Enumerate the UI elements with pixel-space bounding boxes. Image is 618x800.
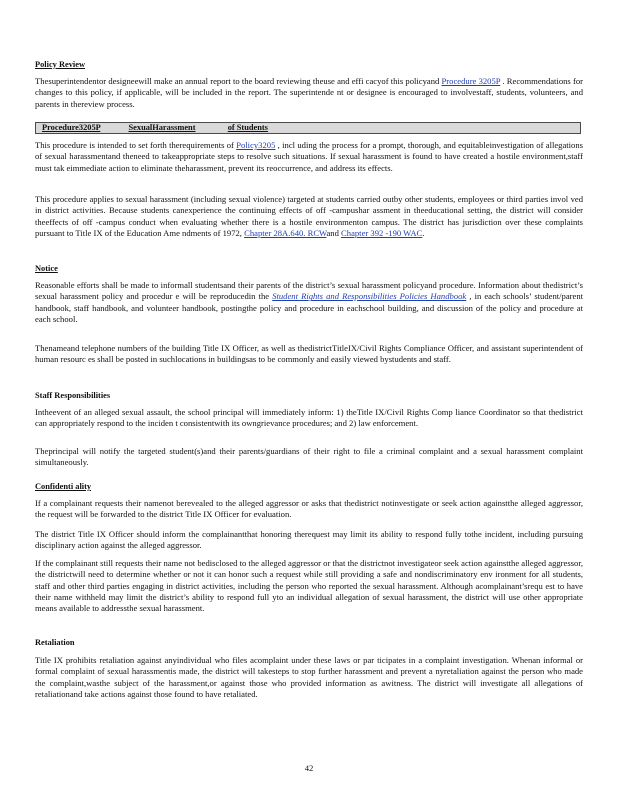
confidentiality-heading: Confidenti ality [35,482,92,491]
banner-title: SexualHarassment [128,123,196,132]
procedure-p2-start: This procedure applies to sexual harassment (including sexual violence) targeted at students carried outby other students, employees or third parties invol ved in district activities. Because students canexperience the continuing effects of off -campushar assment in theeducational setting, the district will consider theeffects of off -campus conduct when evaluating whether there is a hostile environmenton campus. The district has jurisdiction over these complaints pursuant to Title IX of the Education Ame ndments of 1972, [35,194,583,238]
policy-3205-link[interactable]: Policy3205 [236,140,276,150]
confidentiality-paragraph-1: If a complainant requests their namenot berevealed to the alleged aggressor or asks that thedistrict notinvestigate or seek action againstthe alleged aggressor, the request will be forwarded to the district Title IX Officer for evaluation. [35,498,583,520]
notice-paragraph-1 [35,280,583,325]
procedure-p1-start: This procedure is intended to set forth therequirements of [35,140,237,150]
notice-p1-start: Reasonable efforts shall be made to informall studentsand their parents of the district’s sexual harassment policyand procedure. Information about thedistrict’s sexual harassment policy and procedur e will be reproducedin the [35,280,583,302]
confidentiality-paragraph-2: The district Title IX Officer should inform the complainantthat honoring therequest may limit its ability to respond fully tothe incident, including pursuing disciplinary action against the alleged aggressor. [35,529,583,551]
confidentiality-paragraph-3: If the complainant still requests their name not bedisclosed to the alleged aggressor or that the districtnot investigateor seek action againstthe alleged aggressor, the districtwill need to determine whether or not it can honor such a request while still providing a safe and nondiscriminatory env ironment for all students, staff and other third parties engaging in district activities, including the person who reported the sexual harassment. Although acomplainant’srequ est to have their name withheld may limit the district’s ability to respond full yto an individual allegation of sexual harassment, the district will use other appropriate means available to addressthe sexual harassment. [35,558,583,614]
procedure-p2-end: . [422,227,425,238]
rcw-chapter-link[interactable]: Chapter 28A.640. RCW [244,227,327,238]
procedure-p1-end: , incl uding the process for a prompt, thorough, and equitableinvestigation of allegations of sexual harassmentand theneed to takeappropriate steps to resolve such situations. If sexual harassment is found to have created a hostile environment,staff must tak eimmediate action to eliminate theharassment, prevent its reoccurrence, and address its effects. [35,140,583,173]
policy-review-text-start: Thesuperintendentor designeewill make an annual report to the board reviewing theuse and effi cacyof this policyand [35,76,442,86]
student-handbook-link[interactable]: Student Rights and Responsibilities Policies Handbook [272,291,467,302]
banner-procedure-number: Procedure3205P [42,123,101,132]
staff-responsibilities-heading: Staff Responsibilities [35,391,111,400]
policy-review-paragraph [35,76,583,110]
notice-paragraph-2: Thenameand telephone numbers of the building Title IX Officer, as well as thedistrictTitleIX/Civil Rights Compliance Officer, and assistant superintendent of human resourc es shall be posted in suchlocations in buildingsas to be commonly and easily viewed bystudents and staff. [35,343,583,365]
page-number: 42 [304,763,314,773]
banner-subtitle: of Students [227,123,268,132]
retaliation-heading: Retaliation [35,638,75,647]
staff-paragraph-1: Intheevent of an alleged sexual assault, the school principal will immediately inform: 1) theTitle IX/Civil Rights Comp liance Coordinator so that thedistrict can appropriately respond to the inciden t consistentwith its owngrievance procedures; and 2) law enforcement. [35,407,583,429]
policy-review-heading: Policy Review [35,60,86,69]
procedure-3205p-link[interactable]: Procedure 3205P [441,76,501,86]
wac-chapter-link[interactable]: Chapter 392 -190 WAC [341,227,423,238]
procedure-paragraph-1 [35,140,583,174]
retaliation-paragraph: Title IX prohibits retaliation against anyindividual who files acomplaint under these laws or par ticipates in a complaint investigation. Whenan informal or formal complaint of sexual harassmentis made, the district will takesteps to stop further harassment and prevent a nyretaliation against the person who made the complaint,wasthe subject of the harassment,or against those who provided information as awitness. The district will investigate all allegations of retaliationand take actions against those found to have retaliated. [35,655,583,699]
notice-p1-end: , in each schools’ student/parent handbook, staff handbook, and volunteer handbook, postingthe policy and procedure in eachschool building, and discussion of the policy and procedure at each school. [35,291,583,324]
staff-paragraph-2: Theprincipal will notify the targeted student(s)and their parents/guardians of their right to file a criminal complaint and a sexual harassment complaint simultaneously. [35,446,583,468]
notice-heading: Notice [35,264,58,273]
procedure-paragraph-2 [35,194,583,239]
procedure-banner [35,122,581,134]
procedure-p2-mid: and [326,227,342,238]
policy-review-text-end: . Recommendations for changes to this policy, if applicable, will be included in the report. The superintende nt or designee is encouraged to involvestaff, students, volunteers, and parents in thereview process. [35,76,583,109]
